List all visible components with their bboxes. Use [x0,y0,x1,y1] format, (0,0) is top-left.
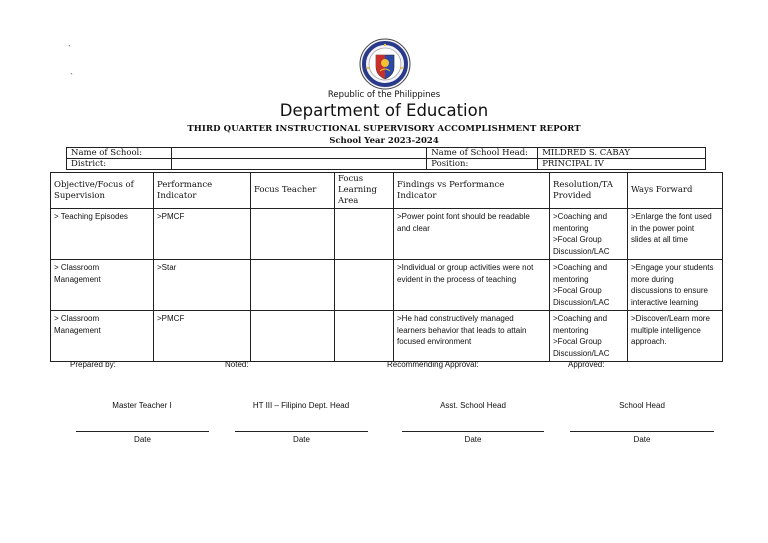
objective-cell[interactable] [51,209,154,260]
cell-text-line: >Star [157,263,177,272]
department-title: Department of Education [279,101,489,120]
cell-text-line: approach. [631,337,667,346]
cell-text-line: mentoring [553,223,589,233]
cell-text-line: discussions to ensure [631,286,708,295]
cell-text-line: Discussion/LAC [553,246,610,256]
date-label: Date [134,435,151,444]
indicator-header [154,173,251,209]
ways-forward-cell[interactable] [628,260,723,311]
cell-text-line: > Teaching Episodes [54,212,128,221]
focus-teacher-header [251,173,335,209]
header-text-line: Provided [553,190,592,201]
findings-cell[interactable] [394,209,550,260]
focus-teacher-cell[interactable] [251,311,335,362]
cell-text-line: multiple intelligence [631,325,701,335]
school-name-field[interactable] [171,148,426,159]
cell-text-line: >Discover/Learn more [631,314,710,323]
signatory-title: Master Teacher I [112,401,172,410]
cell-text-line: >Focal Group [553,235,602,244]
signature-line [76,431,209,432]
resolution-cell[interactable] [550,260,628,311]
school-year: School Year 2023-2024 [329,136,439,146]
cell-text-line: >Coaching and [553,212,608,221]
supervision-table [50,172,723,362]
cell-text-line: learners behavior that leads to attain [397,325,527,335]
cell-text-line: mentoring [553,325,589,335]
cell-text-line: Discussion/LAC [553,297,610,307]
cell-text-line: mentoring [553,274,589,284]
ways-forward-cell[interactable] [628,311,723,362]
date-label: Date [633,435,651,444]
report-title: THIRD QUARTER INSTRUCTIONAL SUPERVISORY ACCOMPLISHMENT REPORT [187,124,581,134]
indicator-cell[interactable] [154,311,251,362]
position-field[interactable]: PRINCIPAL IV [538,159,706,170]
table-header-row [51,173,723,209]
header-text-line: Indicator [157,190,197,201]
school-head-field[interactable]: MILDRED S. CABAY [538,148,706,159]
position-label: Position: [427,159,538,170]
signatory-title: HT III – Filipino Dept. Head [252,401,350,410]
cell-text-line: slides at all time [631,235,688,244]
signatory-title: Asst. School Head [440,401,506,410]
cell-text-line: Management [54,274,101,284]
findings-header [394,173,550,209]
table-row [51,209,723,260]
cell-text-line: >Power point font should be readable [397,212,530,221]
recommending-approval-label: Recommending Approval: [387,360,479,369]
focus-teacher-cell[interactable] [251,260,335,311]
header-text-line: Focus [338,174,364,184]
cell-text-line: in the power point [631,223,695,233]
signature-line [235,431,368,432]
republic-line: Republic of the Philippines [327,90,441,100]
signature-line [402,431,544,432]
signature-line [570,431,714,432]
header-text-line: Ways Forward [631,185,693,195]
stray-mark: ` [68,44,71,54]
objective-header [51,173,154,209]
focus-area-header [335,173,394,209]
header-text-line: Indicator [397,190,437,201]
ways-forward-header [628,173,723,209]
cell-text-line: Discussion/LAC [553,348,610,358]
deped-seal-icon [359,38,411,90]
header-text-line: Supervision [54,190,106,201]
cell-text-line: evident in the process of teaching [397,274,517,284]
header-text-line: Objective/Focus of [54,179,134,190]
cell-text-line: and clear [397,223,430,233]
cell-text-line: > Classroom [54,263,100,272]
header-text-line: Focus Teacher [254,185,317,195]
cell-text-line: >Coaching and [553,263,608,272]
focus-teacher-cell[interactable] [251,209,335,260]
header-text-line: Area [338,196,359,206]
cell-text-line: >Coaching and [553,314,608,323]
objective-cell[interactable] [51,311,154,362]
cell-text-line: >Individual or group activities were not [397,263,534,272]
focus-area-cell[interactable] [335,260,394,311]
district-field[interactable] [171,159,426,170]
header-text-line: Resolution/TA [553,179,614,190]
cell-text-line: >PMCF [157,212,185,221]
signatory-title: School Head [619,401,665,410]
header-text-line: Performance [157,179,213,190]
resolution-header [550,173,628,209]
indicator-cell[interactable] [154,209,251,260]
school-info-table [66,147,706,170]
noted-label: Noted: [225,360,249,369]
cell-text-line: >Engage your students [631,263,714,272]
cell-text-line: > Classroom [54,314,100,323]
table-row [51,260,723,311]
school-head-label: Name of School Head: [427,148,538,159]
cell-text-line: focused environment [397,337,472,346]
findings-cell[interactable] [394,260,550,311]
cell-text-line: >Enlarge the font used [631,212,712,221]
resolution-cell[interactable] [550,209,628,260]
cell-text-line: Management [54,325,101,335]
approved-label: Approved: [568,360,605,369]
table-row [51,311,723,362]
school-name-label: Name of School: [67,148,172,159]
date-label: Date [293,435,310,444]
header-text-line: Findings vs Performance [397,179,505,190]
district-label: District: [67,159,172,170]
cell-text-line: >He had constructively managed [397,314,514,323]
stray-mark: ` [70,72,73,82]
date-label: Date [464,435,482,444]
cell-text-line: interactive learning [631,297,699,307]
objective-cell[interactable] [51,260,154,311]
ways-forward-cell[interactable] [628,209,723,260]
focus-area-cell[interactable] [335,311,394,362]
resolution-cell[interactable] [550,311,628,362]
header-text-line: Learning [338,185,377,195]
findings-cell[interactable] [394,311,550,362]
focus-area-cell[interactable] [335,209,394,260]
cell-text-line: >PMCF [157,314,185,323]
cell-text-line: more during [631,274,674,284]
prepared-by-label: Prepared by: [70,360,116,369]
indicator-cell[interactable] [154,260,251,311]
cell-text-line: >Focal Group [553,337,602,346]
cell-text-line: >Focal Group [553,286,602,295]
